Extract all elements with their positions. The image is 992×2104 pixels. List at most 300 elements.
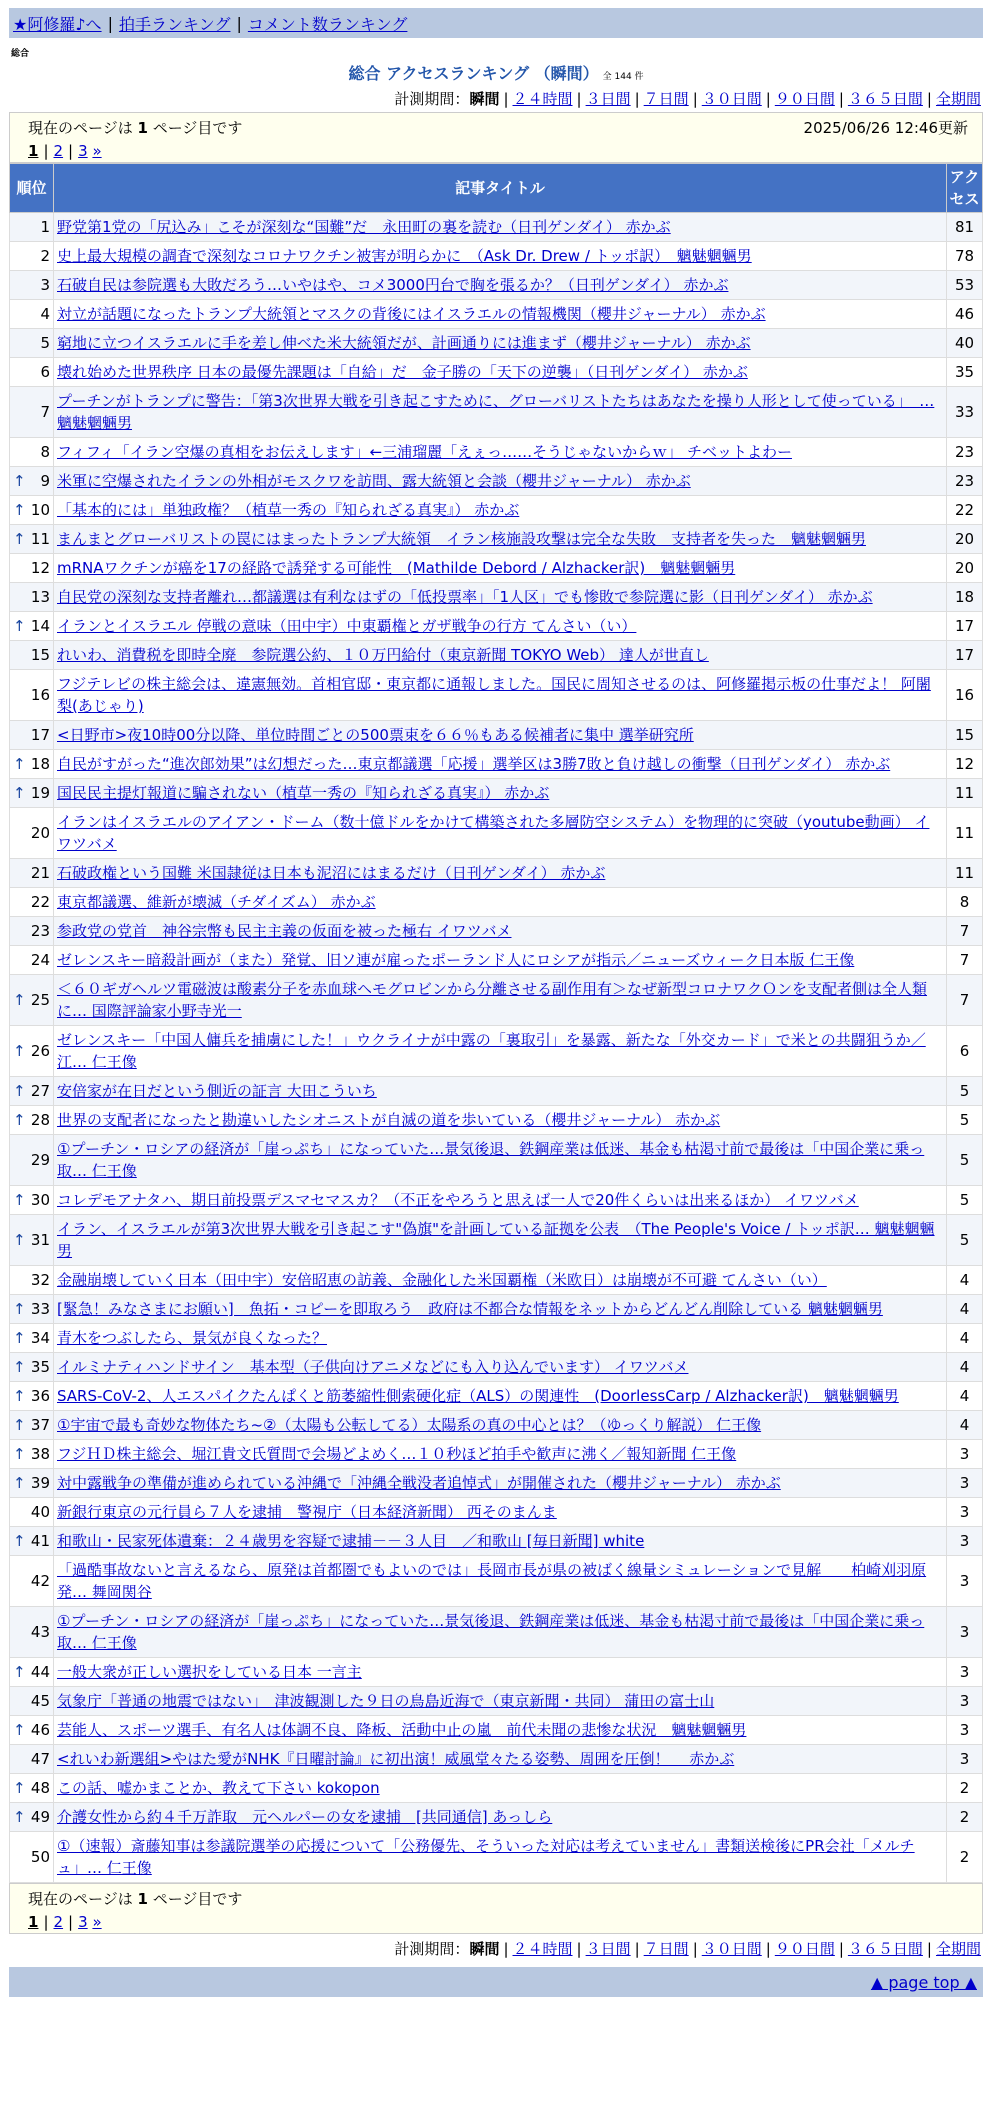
- period-link-4[interactable]: ９０日間: [774, 90, 835, 108]
- rank-cell: [10, 583, 54, 612]
- article-link[interactable]: 窮地に立つイスラエルに手を差し伸べた米大統領だが、計画通りには進まず（櫻井ジャーナル） 赤かぶ: [57, 334, 751, 352]
- title-cell: [54, 358, 947, 387]
- table-row: [10, 1803, 983, 1832]
- table-row: [10, 750, 983, 779]
- rank-cell: [10, 1411, 54, 1440]
- period-current: 瞬間: [469, 1940, 500, 1958]
- rank-number: 9: [40, 472, 50, 490]
- period-link-3[interactable]: ３０日間: [701, 1940, 762, 1958]
- rank-cell: [10, 721, 54, 750]
- up-arrow-icon: ↑: [13, 1358, 26, 1376]
- access-count: 7: [947, 975, 983, 1026]
- access-count: 3: [947, 1658, 983, 1687]
- article-link[interactable]: 気象庁「普通の地震ではない」 津波観測した９日の鳥島近海で（東京新聞・共同） 蒲田の富士山: [57, 1692, 715, 1710]
- table-row: [10, 1215, 983, 1266]
- title-cell: [54, 329, 947, 358]
- title-cell: [54, 467, 947, 496]
- up-arrow-icon: ↑: [13, 1111, 26, 1129]
- table-row: [10, 358, 983, 387]
- period-separator: |: [692, 90, 698, 108]
- rank-cell: [10, 859, 54, 888]
- title-cell: [54, 612, 947, 641]
- period-label: 計測期間：: [394, 90, 470, 108]
- title-cell: [54, 496, 947, 525]
- title-cell: [54, 888, 947, 917]
- up-arrow-icon: ↑: [13, 1042, 26, 1060]
- title-cell: [54, 1687, 947, 1716]
- rank-cell: [10, 1353, 54, 1382]
- rank-cell: [10, 554, 54, 583]
- rank-number: 48: [30, 1779, 50, 1797]
- ranking-heading: 総合 アクセスランキング （瞬間）: [348, 64, 599, 83]
- table-row: [10, 1026, 983, 1077]
- pager-page-link[interactable]: 3: [78, 1913, 88, 1931]
- page-info-box-top: [9, 112, 983, 163]
- title-cell: [54, 1803, 947, 1832]
- period-separator: |: [926, 1940, 932, 1958]
- article-link[interactable]: 米軍に空爆されたイランの外相がモスクワを訪問、露大統領と会談（櫻井ジャーナル） 赤かぶ: [57, 472, 691, 490]
- table-row: [10, 1774, 983, 1803]
- access-count: 3: [947, 1469, 983, 1498]
- period-link-5[interactable]: ３６５日間: [847, 1940, 923, 1958]
- rank-cell: [10, 1832, 54, 1883]
- table-row: [10, 1527, 983, 1556]
- rank-number: 27: [30, 1082, 50, 1100]
- rank-number: 42: [30, 1572, 50, 1590]
- pager-page-link[interactable]: 2: [53, 142, 64, 160]
- rank-cell: [10, 917, 54, 946]
- rank-cell: [10, 888, 54, 917]
- article-link[interactable]: <日野市>夜10時00分以降、単位時間ごとの500票束を６６％もある候補者に集中 選挙研究所: [57, 726, 694, 744]
- table-row: [10, 1556, 983, 1607]
- article-link[interactable]: mRNAワクチンが癌を17の経路で誘発する可能性 (Mathilde Debord / Alzhacker訳) 魑魅魍魎男: [57, 559, 736, 577]
- access-count: 15: [947, 721, 983, 750]
- rank-cell: [10, 213, 54, 242]
- title-cell: [54, 1215, 947, 1266]
- access-count: 3: [947, 1527, 983, 1556]
- period-link-4[interactable]: ９０日間: [774, 1940, 835, 1958]
- article-link[interactable]: ①プーチン・ロシアの経済が「崖っぷち」になっていた…景気後退、鉄鋼産業は低迷、基金も枯渇寸前で最後は「中国企業に乗っ取… 仁王像: [57, 1140, 925, 1180]
- rank-cell: [10, 1077, 54, 1106]
- title-cell: [54, 1498, 947, 1527]
- access-count: 4: [947, 1382, 983, 1411]
- article-link[interactable]: 野党第1党の「尻込み」こそが深刻な“国難”だ 永田町の裏を読む（日刊ゲンダイ） 赤かぶ: [57, 218, 671, 236]
- title-cell: [54, 1832, 947, 1883]
- title-cell: [54, 1556, 947, 1607]
- article-link[interactable]: 新銀行東京の元行員ら７人を逮捕 警視庁（日本経済新聞） 西そのまんま: [57, 1503, 557, 1521]
- period-selector-top: [9, 88, 981, 109]
- rank-column-header: 順位: [10, 164, 54, 213]
- rank-number: 16: [30, 686, 50, 704]
- access-count: 6: [947, 1026, 983, 1077]
- period-link-1[interactable]: ３日間: [585, 1940, 631, 1958]
- rank-number: 34: [30, 1329, 50, 1347]
- article-link[interactable]: 一般大衆が正しい選択をしている日本 一言主: [57, 1663, 362, 1681]
- table-row: [10, 1745, 983, 1774]
- rank-number: 36: [30, 1387, 50, 1405]
- table-row: [10, 387, 983, 438]
- rank-cell: [10, 271, 54, 300]
- table-row: [10, 1469, 983, 1498]
- period-link-6[interactable]: 全期間: [935, 90, 981, 108]
- title-cell: [54, 1295, 947, 1324]
- access-count: 4: [947, 1266, 983, 1295]
- article-link[interactable]: 自民がすがった“進次郎効果”は幻想だった…東京都議選「応援」選挙区は3勝7敗と負け越しの衝撃（日刊ゲンダイ） 赤かぶ: [57, 755, 891, 773]
- updated-timestamp: 2025/06/26 12:46更新: [803, 119, 968, 137]
- title-cell: [54, 1266, 947, 1295]
- table-row: [10, 1832, 983, 1883]
- article-link[interactable]: 対立が話題になったトランプ大統領とマスクの背後にはイスラエルの情報機関（櫻井ジャーナル） 赤かぶ: [57, 305, 766, 323]
- period-link-2[interactable]: ７日間: [643, 1940, 689, 1958]
- rank-cell: [10, 1215, 54, 1266]
- rank-number: 25: [30, 991, 50, 1009]
- up-arrow-icon: ↑: [13, 1329, 26, 1347]
- article-link[interactable]: まんまとグローバリストの罠にはまったトランプ大統領 イラン核施設攻撃は完全な失敗 支持者を失った 魑魅魍魎男: [57, 530, 866, 548]
- article-link[interactable]: 参政党の党首 神谷宗幣も民主主義の仮面を被った極右 イワツバメ: [57, 922, 512, 940]
- rank-cell: [10, 1106, 54, 1135]
- rank-cell: [10, 1774, 54, 1803]
- table-row: [10, 721, 983, 750]
- current-page-text: 現在のページは 1 ページ目です: [28, 119, 243, 137]
- page-info-box-bottom: [9, 1883, 983, 1934]
- table-row: [10, 1266, 983, 1295]
- title-cell: [54, 1324, 947, 1353]
- title-cell: [54, 1658, 947, 1687]
- article-link[interactable]: 対中露戦争の準備が進められている沖縄で「沖縄全戦没者追悼式」が開催された（櫻井ジャーナル） 赤かぶ: [57, 1474, 781, 1492]
- rank-number: 31: [30, 1231, 50, 1249]
- title-cell: [54, 1135, 947, 1186]
- period-separator: |: [926, 90, 932, 108]
- period-separator: |: [765, 1940, 771, 1958]
- article-link[interactable]: ゼレンスキー暗殺計画が（また）発覚、旧ソ連が雇ったポーランド人にロシアが指示／ニューズウィーク日本版 仁王像: [57, 951, 855, 969]
- article-link[interactable]: SARS-CoV-2、人エスパイクたんぱくと筋萎縮性側索硬化症（ALS）の関連性 (DoorlessCarp / Alzhacker訳) 魑魅魍魎男: [57, 1387, 899, 1405]
- pager-next-link[interactable]: »: [92, 142, 102, 160]
- article-link[interactable]: 国民民主提灯報道に騙されない（植草一秀の『知られざる真実』） 赤かぶ: [57, 784, 550, 802]
- period-separator: |: [576, 1940, 582, 1958]
- period-link-6[interactable]: 全期間: [935, 1940, 981, 1958]
- up-arrow-icon: ↑: [13, 1721, 26, 1739]
- access-count: 5: [947, 1215, 983, 1266]
- rank-number: 11: [30, 530, 50, 548]
- article-link[interactable]: フジテレビの株主総会は、違憲無効。首相官邸・東京都に通報しました。国民に周知させるのは、阿修羅掲示板の仕事だよ！ 阿闍梨(あじゃり): [57, 675, 931, 715]
- total-count: 全 144 件: [602, 72, 644, 82]
- access-count: 16: [947, 670, 983, 721]
- rank-cell: [10, 1745, 54, 1774]
- access-count: 20: [947, 525, 983, 554]
- rank-number: 8: [40, 443, 50, 461]
- period-link-5[interactable]: ３６５日間: [847, 90, 923, 108]
- table-row: [10, 300, 983, 329]
- rank-number: 21: [30, 864, 50, 882]
- applause-ranking-link[interactable]: 拍手ランキング: [118, 14, 231, 34]
- article-link[interactable]: 安倍家が在日だという側近の証言 大田こういち: [57, 1082, 377, 1100]
- rank-number: 39: [30, 1474, 50, 1492]
- rank-cell: [10, 1440, 54, 1469]
- rank-number: 50: [30, 1848, 50, 1866]
- title-cell: [54, 213, 947, 242]
- nav-separator: |: [107, 13, 113, 33]
- access-count: 40: [947, 329, 983, 358]
- rank-cell: [10, 1382, 54, 1411]
- period-separator: |: [692, 1940, 698, 1958]
- rank-cell: [10, 1186, 54, 1215]
- rank-cell: [10, 1658, 54, 1687]
- up-arrow-icon: ↑: [13, 1808, 26, 1826]
- access-count: 22: [947, 496, 983, 525]
- access-count: 81: [947, 213, 983, 242]
- title-cell: [54, 750, 947, 779]
- table-row: [10, 1135, 983, 1186]
- table-row: [10, 1687, 983, 1716]
- access-count: 3: [947, 1745, 983, 1774]
- table-row: [10, 1382, 983, 1411]
- rank-cell: [10, 387, 54, 438]
- article-link[interactable]: この話、嘘かまことか、教えて下さい kokopon: [57, 1779, 380, 1797]
- title-cell: [54, 1186, 947, 1215]
- article-link[interactable]: 石破政権という国難 米国隷従は日本も泥沼にはまるだけ（日刊ゲンダイ） 赤かぶ: [57, 864, 606, 882]
- title-cell: [54, 1527, 947, 1556]
- title-cell: [54, 438, 947, 467]
- title-cell: [54, 779, 947, 808]
- access-count: 5: [947, 1186, 983, 1215]
- article-link[interactable]: イランとイスラエル 停戦の意味（田中宇）中東覇権とガザ戦争の行方 てんさい（い）: [57, 617, 637, 635]
- title-cell: [54, 975, 947, 1026]
- title-cell: [54, 300, 947, 329]
- rank-number: 13: [30, 588, 50, 606]
- period-separator: |: [634, 1940, 640, 1958]
- rank-cell: [10, 1135, 54, 1186]
- article-link[interactable]: れいわ、消費税を即時全廃 参院選公約、１０万円給付（東京新聞 TOKYO Web） 達人が世直し: [57, 646, 709, 664]
- article-link[interactable]: [緊急！みなさまにお願い] 魚拓・コピーを即取ろう 政府は不都合な情報をネットからどんどん削除している 魑魅魍魎男: [57, 1300, 883, 1318]
- period-link-3[interactable]: ３０日間: [701, 90, 762, 108]
- home-link[interactable]: ★阿修羅♪へ: [13, 14, 102, 34]
- period-separator: |: [634, 90, 640, 108]
- period-selector-bottom: [9, 1938, 981, 1959]
- article-link[interactable]: 史上最大規模の調査で深刻なコロナワクチン被害が明らかに （Ask Dr. Drew / トッポ訳） 魑魅魍魎男: [57, 247, 752, 265]
- rank-cell: [10, 1295, 54, 1324]
- period-separator: |: [503, 90, 509, 108]
- article-link[interactable]: イラン、イスラエルが第3次世界大戦を引き起こす"偽旗"を計画している証拠を公表 （The People's Voice / トッポ訳… 魑魅魍魎男: [57, 1220, 935, 1260]
- rank-cell: [10, 1324, 54, 1353]
- comment-ranking-link[interactable]: コメント数ランキング: [247, 14, 408, 34]
- access-count: 23: [947, 467, 983, 496]
- period-current: 瞬間: [469, 90, 500, 108]
- access-count: 23: [947, 438, 983, 467]
- title-cell: [54, 1607, 947, 1658]
- access-count: 12: [947, 750, 983, 779]
- access-count: 11: [947, 859, 983, 888]
- access-count: 53: [947, 271, 983, 300]
- access-count: 3: [947, 1440, 983, 1469]
- rank-number: 14: [30, 617, 50, 635]
- rank-cell: [10, 467, 54, 496]
- rank-cell: [10, 1026, 54, 1077]
- article-link[interactable]: プーチンがトランプに警告：「第3次世界大戦を引き起こすために、グローバリストたちはあなたを操り人形として使っている」 … 魑魅魍魎男: [57, 392, 935, 432]
- rank-cell: [10, 641, 54, 670]
- up-arrow-icon: ↑: [13, 1779, 26, 1797]
- rank-cell: [10, 975, 54, 1026]
- table-row: [10, 554, 983, 583]
- bottom-bar: [9, 1967, 983, 1997]
- rank-cell: [10, 242, 54, 271]
- rank-number: 44: [30, 1663, 50, 1681]
- title-cell: [54, 641, 947, 670]
- rank-number: 24: [30, 951, 50, 969]
- access-count: 4: [947, 1353, 983, 1382]
- period-link-2[interactable]: ７日間: [643, 90, 689, 108]
- up-arrow-icon: ↑: [13, 617, 26, 635]
- title-cell: [54, 554, 947, 583]
- article-link[interactable]: 和歌山・民家死体遺棄：２４歳男を容疑で逮捕－－３人目 ／和歌山 [毎日新聞] white: [57, 1532, 645, 1550]
- pager-page-link[interactable]: 2: [53, 1913, 64, 1931]
- table-row: [10, 213, 983, 242]
- rank-number: 37: [30, 1416, 50, 1434]
- rank-number: 47: [30, 1750, 50, 1768]
- rank-cell: [10, 525, 54, 554]
- table-row: [10, 1106, 983, 1135]
- pager-current-page: 1: [28, 142, 39, 160]
- pager-separator: |: [43, 142, 49, 160]
- table-row: [10, 1186, 983, 1215]
- access-count: 7: [947, 917, 983, 946]
- article-link[interactable]: フジＨＤ株主総会、堀江貴文氏質問で会場どよめく…１０秒ほど拍手や歓声に沸く／報知新聞 仁王像: [57, 1445, 737, 1463]
- top-nav-bar: [9, 8, 983, 38]
- article-link[interactable]: 石破自民は参院選も大敗だろう…いやはや、コメ3000円台で胸を張るか？（日刊ゲンダイ） 赤かぶ: [57, 276, 729, 294]
- rank-number: 17: [30, 726, 50, 744]
- access-count: 17: [947, 641, 983, 670]
- title-cell: [54, 859, 947, 888]
- rank-number: 43: [30, 1623, 50, 1641]
- access-count: 8: [947, 888, 983, 917]
- rank-cell: [10, 808, 54, 859]
- title-cell: [54, 583, 947, 612]
- title-cell: [54, 525, 947, 554]
- table-row: [10, 808, 983, 859]
- title-cell: [54, 721, 947, 750]
- pagination-bottom: [28, 1913, 968, 1931]
- pager-separator: |: [68, 142, 74, 160]
- table-row: [10, 917, 983, 946]
- title-cell: [54, 1716, 947, 1745]
- pager-separator: |: [43, 1913, 49, 1931]
- article-link[interactable]: 青木をつぶしたら、景気が良くなった？: [57, 1329, 328, 1347]
- article-link[interactable]: 東京都議選、維新が壊滅（チダイズム） 赤かぶ: [57, 893, 376, 911]
- article-link[interactable]: <れいわ新選組>やはた愛がNHK『日曜討論』に初出演！威風堂々たる姿勢、周囲を圧倒！ 赤かぶ: [57, 1750, 735, 1768]
- access-count: 5: [947, 1106, 983, 1135]
- table-row: [10, 467, 983, 496]
- rank-number: 6: [40, 363, 50, 381]
- article-link[interactable]: ゼレンスキー「中国人傭兵を捕虜にした！」ウクライナが中露の「裏取引」を暴露、新たな「外交カード」で米との共闘狙うか／江… 仁王像: [57, 1031, 926, 1071]
- rank-number: 3: [40, 276, 50, 294]
- access-count: 3: [947, 1687, 983, 1716]
- rank-cell: [10, 779, 54, 808]
- title-cell: [54, 670, 947, 721]
- access-count: 5: [947, 1135, 983, 1186]
- rank-cell: [10, 946, 54, 975]
- access-count: 3: [947, 1607, 983, 1658]
- up-arrow-icon: ↑: [13, 1231, 26, 1249]
- rank-number: 40: [30, 1503, 50, 1521]
- article-link[interactable]: 壊れ始めた世界秩序 日本の最優先課題は「自給」だ 金子勝の「天下の逆襲」（日刊ゲンダイ） 赤かぶ: [57, 363, 748, 381]
- title-cell: [54, 1353, 947, 1382]
- article-link[interactable]: 介護女性から約４千万詐取 元ヘルパーの女を逮捕 [共同通信] あっしら: [57, 1808, 553, 1826]
- period-separator: |: [838, 1940, 844, 1958]
- article-link[interactable]: 自民党の深刻な支持者離れ…都議選は有利なはずの「低投票率」「1人区」でも惨敗で参院選に影（日刊ゲンダイ） 赤かぶ: [57, 588, 873, 606]
- up-arrow-icon: ↑: [13, 1474, 26, 1492]
- up-arrow-icon: ↑: [13, 784, 26, 802]
- rank-number: 5: [40, 334, 50, 352]
- title-cell: [54, 1077, 947, 1106]
- table-row: [10, 641, 983, 670]
- title-cell: [54, 917, 947, 946]
- title-cell: [54, 1774, 947, 1803]
- article-link[interactable]: 「過酷事故ないと言えるなら、原発は首都圏でもよいのでは」長岡市長が県の被ばく線量シミュレーションで見解 柏崎刈羽原発… 舞岡関谷: [57, 1561, 927, 1601]
- article-link[interactable]: 世界の支配者になったと勘違いしたシオニストが自滅の道を歩いている（櫻井ジャーナル） 赤かぶ: [57, 1111, 721, 1129]
- up-arrow-icon: ↑: [13, 1082, 26, 1100]
- title-cell: [54, 1026, 947, 1077]
- rank-number: 33: [30, 1300, 50, 1318]
- table-row: [10, 1607, 983, 1658]
- period-link-1[interactable]: ３日間: [585, 90, 631, 108]
- access-count: 20: [947, 554, 983, 583]
- title-column-header: 記事タイトル: [54, 164, 947, 213]
- up-arrow-icon: ↑: [13, 501, 26, 519]
- article-link[interactable]: ①プーチン・ロシアの経済が「崖っぷち」になっていた…景気後退、鉄鋼産業は低迷、基金も枯渇寸前で最後は「中国企業に乗っ取… 仁王像: [57, 1612, 925, 1652]
- up-arrow-icon: ↑: [13, 755, 26, 773]
- pager-next-link[interactable]: »: [92, 1913, 102, 1931]
- period-link-0[interactable]: ２４時間: [512, 90, 573, 108]
- article-link[interactable]: イルミナティハンドサイン 基本型（子供向けアニメなどにも入り込んでいます） イワツバメ: [57, 1358, 689, 1376]
- article-link[interactable]: コレデモアナタハ、期日前投票デスマセマスカ？（不正をやろうと思えば一人で20件くらいは出来るほか） イワツバメ: [57, 1191, 859, 1209]
- access-column-header: アクセス: [947, 164, 983, 213]
- article-link[interactable]: 「基本的には」単独政権？（植草一秀の『知られざる真実』） 赤かぶ: [57, 501, 520, 519]
- table-row: [10, 1295, 983, 1324]
- rank-number: 1: [40, 218, 50, 236]
- article-link[interactable]: ①宇宙で最も奇妙な物体たち~②（太陽も公転してる）太陽系の真の中心とは？（ゆっくり解説） 仁王像: [57, 1416, 762, 1434]
- rank-cell: [10, 496, 54, 525]
- access-count: 2: [947, 1832, 983, 1883]
- table-row: [10, 670, 983, 721]
- pager-page-link[interactable]: 3: [78, 142, 88, 160]
- table-row: [10, 946, 983, 975]
- rank-cell: [10, 1527, 54, 1556]
- article-link[interactable]: 金融崩壊していく日本（田中宇）安倍昭恵の訪義、金融化した米国覇権（米欧日）は崩壊が不可避 てんさい（い）: [57, 1271, 827, 1289]
- rank-number: 45: [30, 1692, 50, 1710]
- rank-number: 12: [30, 559, 50, 577]
- up-arrow-icon: ↑: [13, 1416, 26, 1434]
- table-row: [10, 329, 983, 358]
- access-count: 3: [947, 1716, 983, 1745]
- table-row: [10, 1658, 983, 1687]
- table-header-row: [10, 164, 983, 213]
- period-link-0[interactable]: ２４時間: [512, 1940, 573, 1958]
- article-link[interactable]: フィフィ「イラン空爆の真相をお伝えします」←三浦瑠麗「えぇっ……そうじゃないからｗ」 チベットよわー: [57, 443, 792, 461]
- up-arrow-icon: ↑: [13, 530, 26, 548]
- table-row: [10, 438, 983, 467]
- article-link[interactable]: 芸能人、スポーツ選手、有名人は体調不良、降板、活動中止の嵐 前代未聞の悲惨な状況 魑魅魍魎男: [57, 1721, 747, 1739]
- rank-number: 22: [30, 893, 50, 911]
- article-link[interactable]: ＜６０ギガヘルツ電磁波は酸素分子を赤血球ヘモグロビンから分離させる副作用有＞なぜ新型コロナワクＯンを支配者側は全人類に… 国際評論家小野寺光一: [57, 980, 928, 1020]
- article-link[interactable]: イランはイスラエルのアイアン・ドーム（数十億ドルをかけて構築された多層防空システム）を物理的に突破（youtube動画） イワツバメ: [57, 813, 930, 853]
- rank-number: 4: [40, 305, 50, 323]
- page-top-link[interactable]: ▲ page top ▲: [870, 1972, 977, 1992]
- table-row: [10, 612, 983, 641]
- title-cell: [54, 1469, 947, 1498]
- title-cell: [54, 1745, 947, 1774]
- article-link[interactable]: ①（速報）斎藤知事は参議院選挙の応援について「公務優先、そういった対応は考えていません」書類送検後にPR会社「メルチュ」… 仁王像: [57, 1837, 915, 1877]
- table-row: [10, 888, 983, 917]
- ranking-table: [9, 163, 983, 1883]
